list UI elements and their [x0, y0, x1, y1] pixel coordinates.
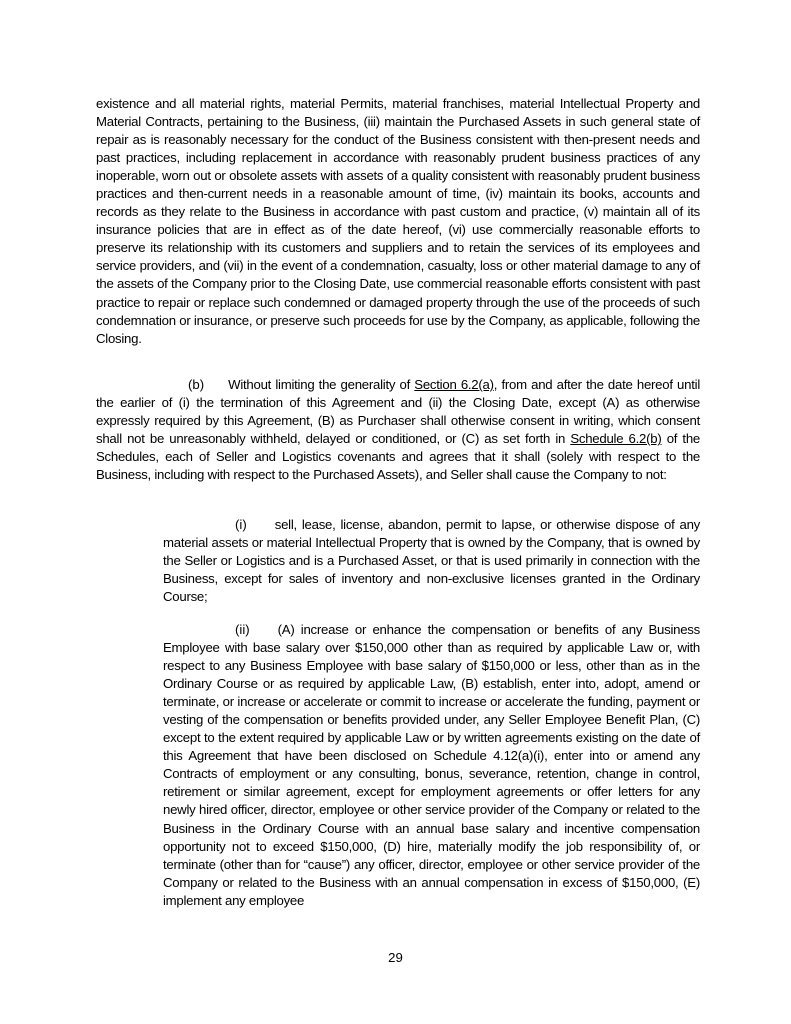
item-ii-text: (A) increase or enhance the compensation or benefits of any Business Employee with base salary over $150,000 other than as required by applicable Law or, with respect to any Business Employee with base salary of $150,000 or less, other than as in the Ordinary Course or as required by applicable Law, (B) establish, enter into, adopt, amend or terminate, or increase or accelerate or commit to increase or accelerate the funding, payment or vesting of the compensation or benefits provided under, any Seller Employee Benefit Plan, (C) except to the extent required by applicable Law or by written agreements existing on the date of this Agreement that have been disclosed on Schedule 4.12(a)(i), enter into or amend any Contracts of employment or any consulting, bonus, severance, retention, change in control, retirement or similar agreement, except for employment agreements or offer letters for any newly hired officer, director, employee or other service provider of the Company or related to the Business in the Ordinary Course with an annual base salary and incentive compensation opportunity not to exceed $150,000, (D) hire, materially modify the job responsibility of, or terminate (other than for “cause”) any officer, director, employee or other service provider of the Company or related to the Business with an annual compensation in excess of $150,000, (E) implement any employee — [163, 622, 700, 908]
schedule-reference-link[interactable]: Schedule 6.2(b) — [570, 431, 662, 447]
item-i-label: (i) — [235, 517, 247, 532]
section-reference-link[interactable]: Section 6.2(a) — [414, 377, 494, 392]
item-i-text: sell, lease, license, abandon, permit to lapse, or otherwise dispose of any material assets or material Intellectual Property that is owned by the Company, that is owned by the Seller or Logistics and is a Purchased Asset, or that is used primarily in connection with the Business, except for sales of inventory and non-exclusive licenses granted in the Ordinary Course; — [163, 517, 700, 605]
page-number: 29 — [388, 950, 403, 965]
item-ii — [163, 621, 700, 910]
paragraph-b-label: (b) — [188, 377, 205, 392]
paragraph-b — [96, 376, 700, 484]
item-i — [163, 516, 700, 606]
paragraph-continuation: existence and all material rights, material Permits, material franchises, material Intellectual Property and Material Contracts, pertaining to the Business, (iii) maintain the Purchased Assets in such general state of repair as is reasonably necessary for the conduct of the Business consistent with then-present needs and past practices, including replacement in accordance with reasonably prudent business practices of any inoperable, worn out or obsolete assets with assets of a quality consistent with reasonably prudent business practices and then-current needs in a reasonable amount of time, (iv) maintain its books, accounts and records as they relate to the Business in accordance with past custom and practice, (v) maintain all of its insurance policies that are in effect as of the date hereof, (vi) use commercially reasonable efforts to preserve its relationship with its customers and suppliers and to retain the services of its employees and service providers, and (vii) in the event of a condemnation, casualty, loss or other material damage to any of the assets of the Company prior to the Closing Date, use commercial reasonable efforts consistent with past practice to repair or replace such condemned or damaged property through the use of the proceeds of such condemnation or insurance, or preserve such proceeds for use by the Company, as applicable, following the Closing. — [96, 96, 700, 346]
paragraph-b-text-3: of the Schedules, each of Seller and Logistics covenants and agrees that it shall (solely with respect to the Business, including with respect to the Purchased Assets), and Seller shall cause the Company to not: — [96, 431, 700, 483]
item-ii-label: (ii) — [235, 622, 250, 637]
paragraph-b-text-2: , from and after the date hereof until the earlier of (i) the termination of this Agreement and (ii) the Closing Date, except (A) as otherwise expressly required by this Agreement, (B) as Purchaser shall otherwise consent in writing, which consent shall not be unreasonably withheld, delayed or conditioned, or (C) as set forth in — [96, 377, 700, 447]
paragraph-b-text-1: Without limiting the generality of — [228, 377, 415, 392]
